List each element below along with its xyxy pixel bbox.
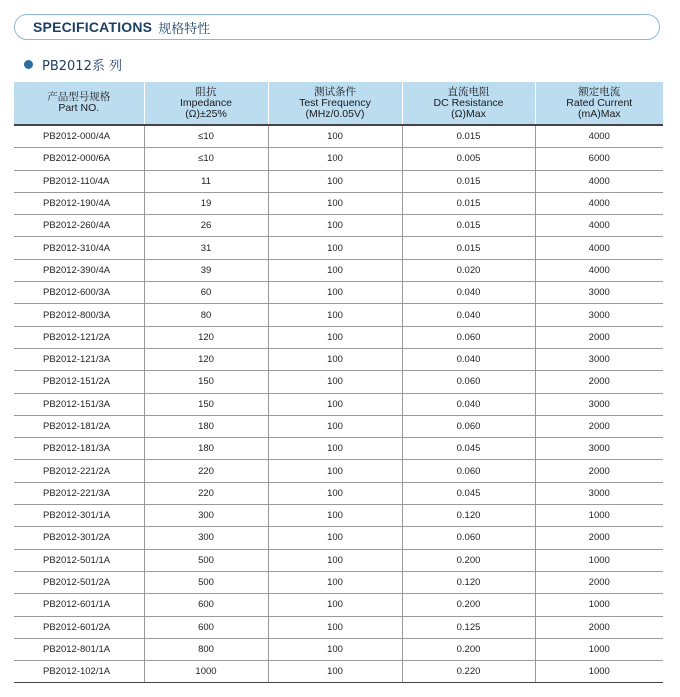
header-label-en: Rated Current	[566, 96, 633, 109]
impedance-cell: 31	[144, 237, 268, 259]
part-no-cell: PB2012-102/1A	[14, 661, 144, 683]
part-no-cell: PB2012-000/4A	[14, 125, 144, 148]
table-row	[14, 549, 663, 571]
dc-resistance-cell: 0.060	[402, 527, 535, 549]
table-row	[14, 148, 663, 170]
impedance-cell: 600	[144, 616, 268, 638]
dc-resistance-cell: 0.040	[402, 348, 535, 370]
header-label-cn: 直流电阻	[447, 85, 490, 98]
impedance-cell: 300	[144, 505, 268, 527]
table-row	[14, 482, 663, 504]
impedance-cell: 220	[144, 460, 268, 482]
dc-resistance-cell: 0.005	[402, 148, 535, 170]
impedance-cell: 800	[144, 638, 268, 660]
impedance-cell: 39	[144, 259, 268, 281]
header-label-unit: (mA)Max	[577, 107, 621, 120]
header-label-cn: 产品型号规格	[47, 91, 111, 103]
dc-resistance-cell: 0.015	[402, 125, 535, 148]
test-frequency-cell: 100	[268, 438, 402, 460]
header-row	[14, 82, 663, 125]
part-no-cell: PB2012-301/2A	[14, 527, 144, 549]
table-row	[14, 170, 663, 192]
part-no-cell: PB2012-110/4A	[14, 170, 144, 192]
impedance-cell: ≤10	[144, 148, 268, 170]
header-label-en: Part NO.	[58, 102, 100, 114]
part-no-cell: PB2012-190/4A	[14, 192, 144, 214]
header-rated-current	[535, 82, 663, 125]
test-frequency-cell: 100	[268, 304, 402, 326]
rated-current-cell: 1000	[535, 549, 663, 571]
rated-current-cell: 1000	[535, 661, 663, 683]
table-row	[14, 326, 663, 348]
rated-current-cell: 3000	[535, 438, 663, 460]
test-frequency-cell: 100	[268, 527, 402, 549]
part-no-cell: PB2012-390/4A	[14, 259, 144, 281]
part-no-cell: PB2012-801/1A	[14, 638, 144, 660]
dc-resistance-cell: 0.200	[402, 594, 535, 616]
rated-current-cell: 2000	[535, 571, 663, 593]
table-row	[14, 259, 663, 281]
test-frequency-cell: 100	[268, 415, 402, 437]
part-no-cell: PB2012-121/3A	[14, 348, 144, 370]
part-no-cell: PB2012-000/6A	[14, 148, 144, 170]
test-frequency-cell: 100	[268, 237, 402, 259]
dc-resistance-cell: 0.060	[402, 371, 535, 393]
rated-current-cell: 4000	[535, 125, 663, 148]
impedance-cell: 150	[144, 371, 268, 393]
rated-current-cell: 4000	[535, 215, 663, 237]
impedance-cell: 500	[144, 571, 268, 593]
part-no-cell: PB2012-601/1A	[14, 594, 144, 616]
table-row	[14, 237, 663, 259]
rated-current-cell: 2000	[535, 371, 663, 393]
table-body	[14, 125, 663, 683]
rated-current-cell: 4000	[535, 192, 663, 214]
table-row	[14, 415, 663, 437]
part-no-cell: PB2012-181/3A	[14, 438, 144, 460]
test-frequency-cell: 100	[268, 371, 402, 393]
impedance-cell: 26	[144, 215, 268, 237]
test-frequency-cell: 100	[268, 259, 402, 281]
dc-resistance-cell: 0.045	[402, 438, 535, 460]
test-frequency-cell: 100	[268, 594, 402, 616]
test-frequency-cell: 100	[268, 616, 402, 638]
header-label-en: Impedance	[180, 96, 232, 109]
impedance-cell: 80	[144, 304, 268, 326]
table-row	[14, 527, 663, 549]
rated-current-cell: 1000	[535, 505, 663, 527]
impedance-cell: 150	[144, 393, 268, 415]
dc-resistance-cell: 0.125	[402, 616, 535, 638]
table-row	[14, 661, 663, 683]
impedance-cell: 220	[144, 482, 268, 504]
series-heading	[24, 56, 122, 72]
series-label: PB2012系 列	[42, 58, 122, 74]
impedance-cell: 500	[144, 549, 268, 571]
test-frequency-cell: 100	[268, 215, 402, 237]
impedance-cell: 120	[144, 348, 268, 370]
dc-resistance-cell: 0.200	[402, 638, 535, 660]
test-frequency-cell: 100	[268, 638, 402, 660]
table-row	[14, 594, 663, 616]
part-no-cell: PB2012-501/1A	[14, 549, 144, 571]
part-no-cell: PB2012-501/2A	[14, 571, 144, 593]
dc-resistance-cell: 0.015	[402, 237, 535, 259]
rated-current-cell: 2000	[535, 415, 663, 437]
table-row	[14, 282, 663, 304]
table-row	[14, 505, 663, 527]
test-frequency-cell: 100	[268, 482, 402, 504]
table-row	[14, 638, 663, 660]
dc-resistance-cell: 0.015	[402, 192, 535, 214]
dc-resistance-cell: 0.040	[402, 393, 535, 415]
table-row	[14, 125, 663, 148]
header-label-unit: (Ω)Max	[451, 107, 486, 120]
header-label-en: DC Resistance	[433, 96, 504, 109]
dc-resistance-cell: 0.060	[402, 326, 535, 348]
table-row	[14, 215, 663, 237]
test-frequency-cell: 100	[268, 505, 402, 527]
test-frequency-cell: 100	[268, 460, 402, 482]
test-frequency-cell: 100	[268, 170, 402, 192]
test-frequency-cell: 100	[268, 661, 402, 683]
rated-current-cell: 4000	[535, 170, 663, 192]
dc-resistance-cell: 0.060	[402, 460, 535, 482]
bullet-icon	[24, 60, 33, 69]
specifications-title-cn: 规格特性	[158, 21, 211, 37]
rated-current-cell: 2000	[535, 527, 663, 549]
rated-current-cell: 4000	[535, 259, 663, 281]
header-part-no	[14, 82, 144, 125]
test-frequency-cell: 100	[268, 148, 402, 170]
header-test-frequency	[268, 82, 402, 125]
dc-resistance-cell: 0.200	[402, 549, 535, 571]
table-row	[14, 393, 663, 415]
rated-current-cell: 1000	[535, 594, 663, 616]
rated-current-cell: 1000	[535, 638, 663, 660]
part-no-cell: PB2012-221/2A	[14, 460, 144, 482]
table-row	[14, 438, 663, 460]
impedance-cell: 11	[144, 170, 268, 192]
rated-current-cell: 3000	[535, 482, 663, 504]
test-frequency-cell: 100	[268, 326, 402, 348]
part-no-cell: PB2012-121/2A	[14, 326, 144, 348]
dc-resistance-cell: 0.120	[402, 571, 535, 593]
table-row	[14, 371, 663, 393]
rated-current-cell: 4000	[535, 237, 663, 259]
part-no-cell: PB2012-601/2A	[14, 616, 144, 638]
part-no-cell: PB2012-800/3A	[14, 304, 144, 326]
dc-resistance-cell: 0.045	[402, 482, 535, 504]
test-frequency-cell: 100	[268, 192, 402, 214]
test-frequency-cell: 100	[268, 393, 402, 415]
rated-current-cell: 6000	[535, 148, 663, 170]
impedance-cell: 600	[144, 594, 268, 616]
part-no-cell: PB2012-181/2A	[14, 415, 144, 437]
rated-current-cell: 3000	[535, 282, 663, 304]
rated-current-cell: 3000	[535, 304, 663, 326]
dc-resistance-cell: 0.040	[402, 304, 535, 326]
specifications-title: SPECIFICATIONS	[33, 19, 153, 35]
rated-current-cell: 2000	[535, 616, 663, 638]
header-impedance	[144, 82, 268, 125]
part-no-cell: PB2012-221/3A	[14, 482, 144, 504]
part-no-cell: PB2012-151/3A	[14, 393, 144, 415]
impedance-cell: 1000	[144, 661, 268, 683]
dc-resistance-cell: 0.040	[402, 282, 535, 304]
test-frequency-cell: 100	[268, 571, 402, 593]
impedance-cell: 180	[144, 438, 268, 460]
table-row	[14, 192, 663, 214]
table-row	[14, 348, 663, 370]
header-label-cn: 阻抗	[195, 85, 217, 98]
impedance-cell: 19	[144, 192, 268, 214]
table-row	[14, 571, 663, 593]
test-frequency-cell: 100	[268, 549, 402, 571]
part-no-cell: PB2012-151/2A	[14, 371, 144, 393]
header-label-en: Test Frequency	[299, 96, 371, 109]
table-row	[14, 460, 663, 482]
part-no-cell: PB2012-600/3A	[14, 282, 144, 304]
header-label-unit: (Ω)±25%	[185, 107, 227, 120]
impedance-cell: 120	[144, 326, 268, 348]
dc-resistance-cell: 0.220	[402, 661, 535, 683]
dc-resistance-cell: 0.015	[402, 215, 535, 237]
part-no-cell: PB2012-301/1A	[14, 505, 144, 527]
header-dc-resistance	[402, 82, 535, 125]
rated-current-cell: 3000	[535, 393, 663, 415]
rated-current-cell: 2000	[535, 326, 663, 348]
rated-current-cell: 2000	[535, 460, 663, 482]
dc-resistance-cell: 0.020	[402, 259, 535, 281]
rated-current-cell: 3000	[535, 348, 663, 370]
test-frequency-cell: 100	[268, 348, 402, 370]
dc-resistance-cell: 0.015	[402, 170, 535, 192]
dc-resistance-cell: 0.060	[402, 415, 535, 437]
part-no-cell: PB2012-310/4A	[14, 237, 144, 259]
dc-resistance-cell: 0.120	[402, 505, 535, 527]
header-label-unit: (MHz/0.05V)	[305, 107, 365, 120]
specifications-banner	[14, 14, 660, 40]
test-frequency-cell: 100	[268, 125, 402, 148]
impedance-cell: 300	[144, 527, 268, 549]
impedance-cell: ≤10	[144, 125, 268, 148]
header-label-cn: 额定电流	[578, 85, 621, 98]
header-label-cn: 测试条件	[314, 85, 356, 98]
table-row	[14, 616, 663, 638]
impedance-cell: 180	[144, 415, 268, 437]
spec-table	[14, 82, 663, 683]
impedance-cell: 60	[144, 282, 268, 304]
part-no-cell: PB2012-260/4A	[14, 215, 144, 237]
test-frequency-cell: 100	[268, 282, 402, 304]
table-row	[14, 304, 663, 326]
